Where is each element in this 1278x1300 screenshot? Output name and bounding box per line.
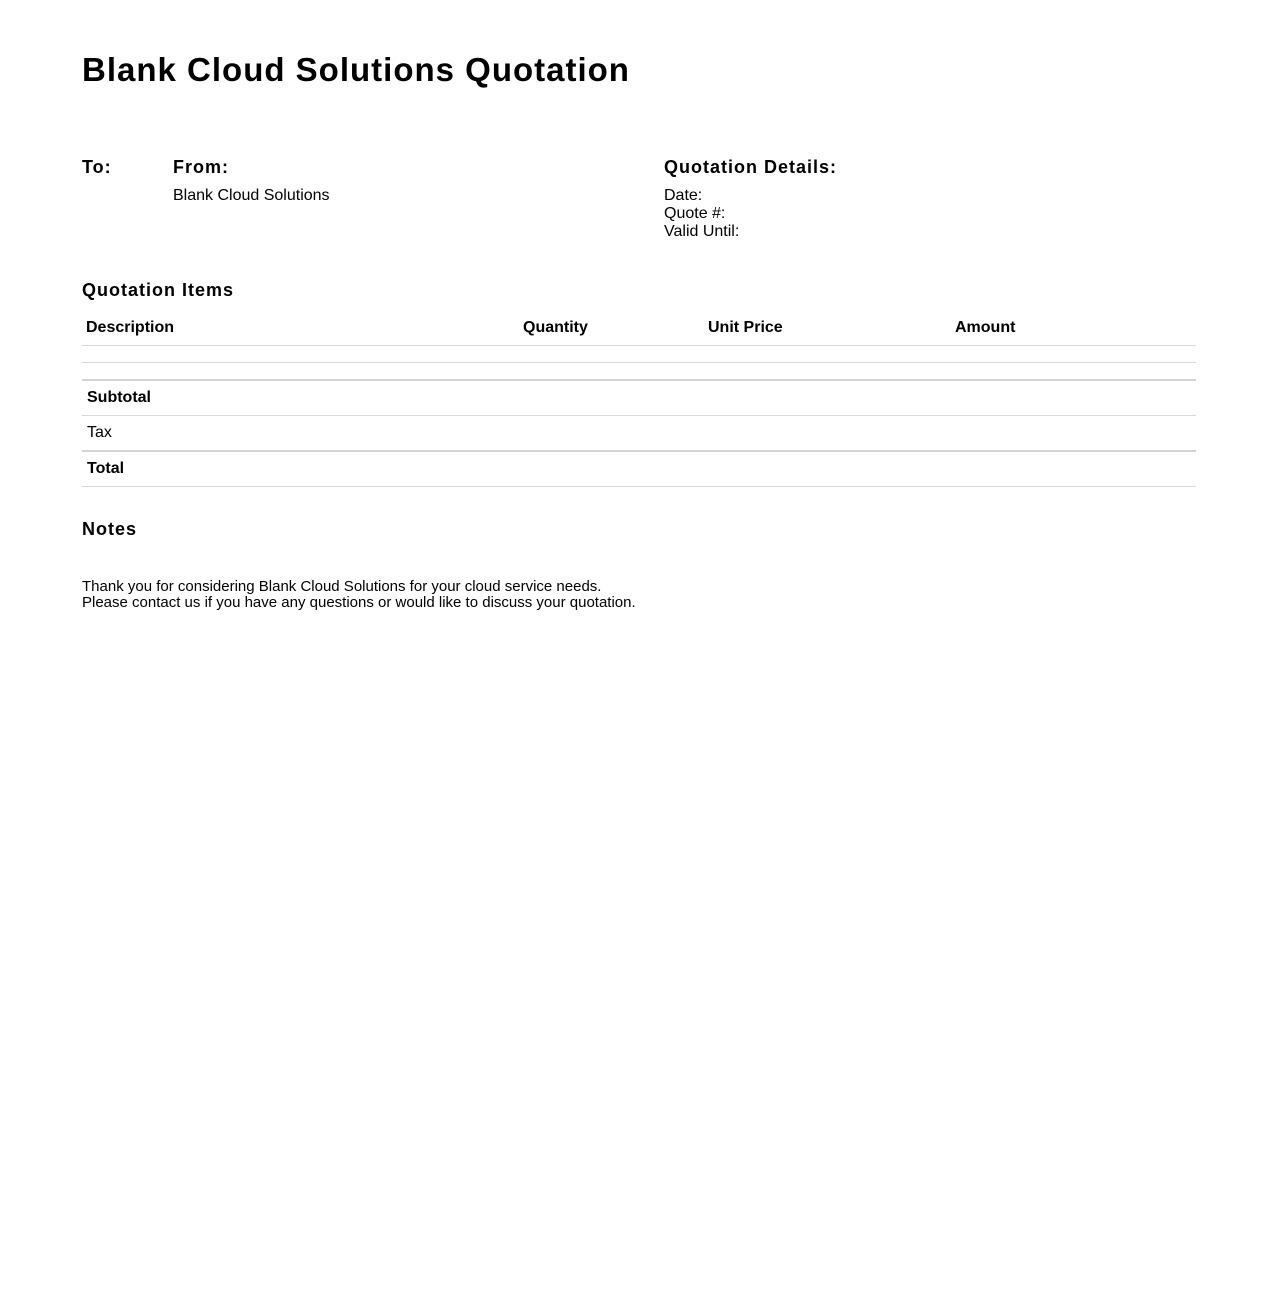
to-heading: To: [82,157,112,177]
quotation-details-heading: Quotation Details: [664,157,838,177]
column-header-amount: Amount [951,310,1196,346]
valid-until-label: Valid Until: [664,223,740,240]
from-heading: From: [173,157,229,177]
notes-text [82,579,636,611]
column-header-unit-price: Unit Price [704,310,951,346]
notes-line-contact: Please contact us if you have any questions or would like to discuss your quotation. [82,594,636,611]
tax-label: Tax [82,416,519,452]
subtotal-label: Subtotal [82,380,519,416]
column-header-description: Description [82,310,519,346]
quote-number-label: Quote #: [664,205,726,222]
document-title: Blank Cloud Solutions Quotation [82,51,630,88]
total-row [82,451,1196,487]
column-header-quantity: Quantity [519,310,704,346]
subtotal-row [82,380,1196,416]
table-row-empty [82,363,1196,381]
table-row-empty [82,346,1196,363]
from-section [173,156,330,204]
notes-line-thanks: Thank you for considering Blank Cloud Solutions for your cloud service needs. [82,578,602,595]
from-company-name: Blank Cloud Solutions [173,187,330,204]
quotation-details-section [664,156,838,240]
notes-heading: Notes [82,519,138,539]
date-label: Date: [664,187,703,204]
quotation-items-heading: Quotation Items [82,280,235,300]
table-header-row [82,310,1196,346]
total-label: Total [82,451,519,487]
quotation-items-table [82,310,1196,487]
to-section [82,156,112,178]
tax-row [82,416,1196,452]
quotation-details-list [664,187,739,241]
